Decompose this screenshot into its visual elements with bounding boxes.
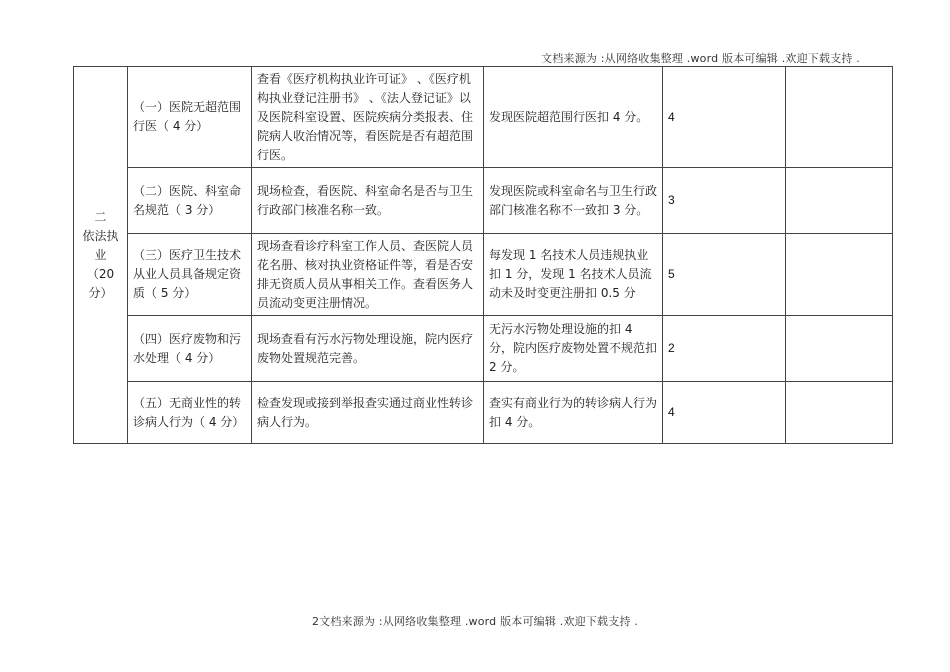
deduction-cell: 每发现 1 名技术人员违规执业扣 1 分，发现 1 名技术人员流动未及时变更注册扣 0.5 分 <box>484 234 663 316</box>
deduction-cell: 查实有商业行为的转诊病人行为扣 4 分。 <box>484 382 663 444</box>
section-title-line1: 依法执 <box>82 228 119 243</box>
method-cell: 查看《医疗机构执业许可证》 、《医疗机构执业登记注册书》 、《法人登记证》以及医院科室设置、医院疾病分类报表、住院病人收治情况等，看医院是否有超范围行医。 <box>252 67 484 168</box>
item-cell: （二）医院、科室命名规范（ 3 分） <box>128 168 252 234</box>
deduction-cell: 发现医院超范围行医扣 4 分。 <box>484 67 663 168</box>
item-cell: （四）医疗废物和污水处理（ 4 分） <box>128 316 252 382</box>
header-source-note: 文档来源为 :从网络收集整理 .word 版本可编辑 .欢迎下载支持 . <box>541 52 860 65</box>
item-cell: （五）无商业性的转诊病人行为（ 4 分） <box>128 382 252 444</box>
section-points-line2: 分） <box>88 285 113 300</box>
method-cell: 检查发现或接到举报查实通过商业性转诊病人行为。 <box>252 382 484 444</box>
deduction-cell: 无污水污物处理设施的扣 4 分，院内医疗废物处置不规范扣 2 分。 <box>484 316 663 382</box>
method-cell: 现场查看诊疗科室工作人员、查医院人员花名册、核对执业资格证件等，看是否安排无资质人员从事相关工作。查看医务人员流动变更注册情况。 <box>252 234 484 316</box>
item-cell: （一）医院无超范围行医（ 4 分） <box>128 67 252 168</box>
section-number: 二 <box>94 209 107 224</box>
evaluation-table <box>73 66 893 444</box>
method-cell: 现场检查，看医院、科室命名是否与卫生行政部门核准名称一致。 <box>252 168 484 234</box>
blank-cell <box>786 316 893 382</box>
score-cell: 4 <box>663 67 786 168</box>
score-cell: 3 <box>663 168 786 234</box>
blank-cell <box>786 234 893 316</box>
score-cell: 5 <box>663 234 786 316</box>
table-row <box>74 168 893 234</box>
score-cell: 2 <box>663 316 786 382</box>
deduction-cell: 发现医院或科室命名与卫生行政部门核准名称不一致扣 3 分。 <box>484 168 663 234</box>
table-row <box>74 316 893 382</box>
section-cell <box>74 67 128 444</box>
blank-cell <box>786 67 893 168</box>
table-row <box>74 382 893 444</box>
section-points-line1: （20 <box>86 266 115 281</box>
method-cell: 现场查看有污水污物处理设施，院内医疗废物处置规范完善。 <box>252 316 484 382</box>
item-cell: （三）医疗卫生技术从业人员具备规定资质（ 5 分） <box>128 234 252 316</box>
footer-source-note: 2文档来源为 :从网络收集整理 .word 版本可编辑 .欢迎下载支持 . <box>311 615 639 628</box>
blank-cell <box>786 168 893 234</box>
table-row <box>74 234 893 316</box>
section-title-line2: 业 <box>94 247 107 262</box>
table-row <box>74 67 893 168</box>
blank-cell <box>786 382 893 444</box>
score-cell: 4 <box>663 382 786 444</box>
